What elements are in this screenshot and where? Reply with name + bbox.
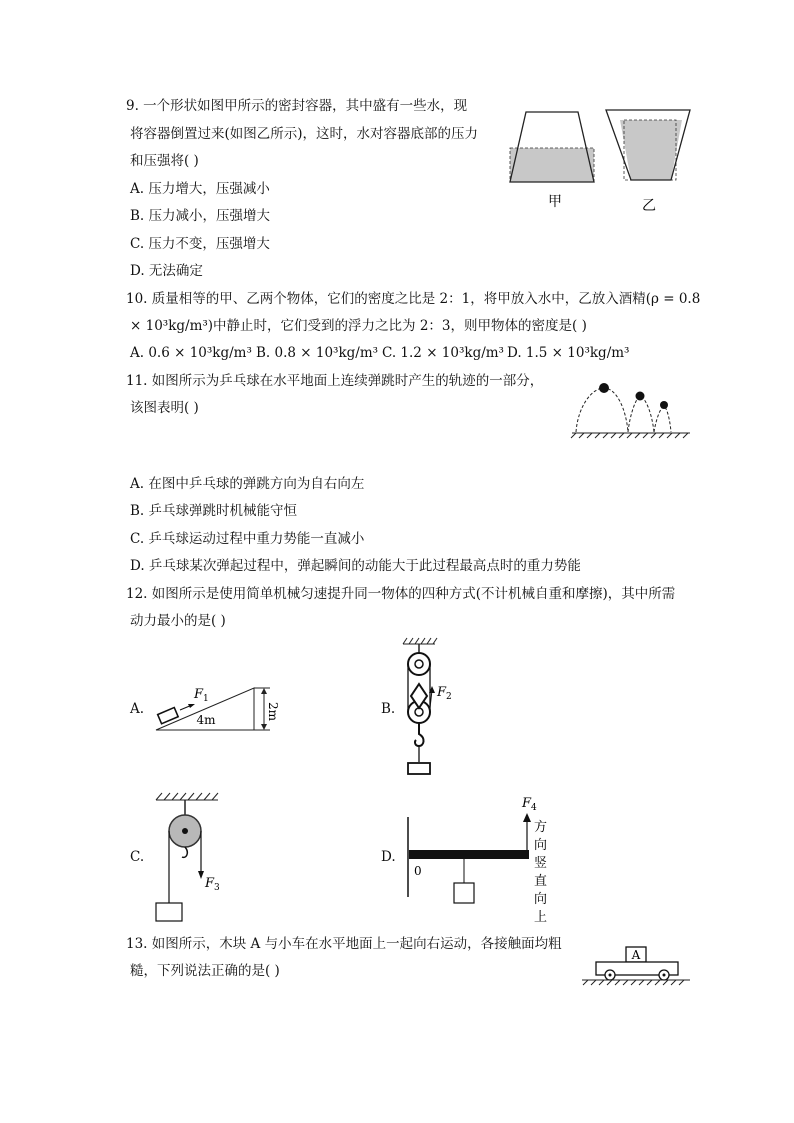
ball-2 <box>636 392 645 401</box>
q9-option-d: D. 无法确定 <box>130 263 203 279</box>
q12-line2: 动力最小的是( ) <box>130 613 226 629</box>
f4-label: $F_4$ <box>522 796 537 813</box>
f2-label: $F_2$ <box>437 685 452 702</box>
container-yi <box>606 110 690 180</box>
q11-bounce-figure <box>570 378 692 440</box>
q12a-incline-figure <box>150 678 290 738</box>
svg-text:上: 上 <box>534 910 548 925</box>
q12c-pulley-figure <box>150 787 230 925</box>
q12-option-c: C. <box>130 849 145 865</box>
svg-text:竖: 竖 <box>534 856 548 871</box>
q12-line1: 12. 如图所示是使用简单机械匀速提升同一物体的四种方式(不计机械自重和摩擦)，其中所需 <box>126 586 676 602</box>
q13-cart-figure <box>580 940 692 990</box>
q11-line1: 11. 如图所示为乒乓球在水平地面上连续弹跳时产生的轨迹的一部分， <box>126 373 544 389</box>
container-jia <box>510 112 594 182</box>
q10-option-c: C. 1.2 × 10³kg/m³ <box>382 345 504 361</box>
q9-option-a: A. 压力增大，压强减小 <box>130 181 270 197</box>
f1-arrow <box>188 704 195 708</box>
ball-1 <box>599 383 609 393</box>
block-a-label: A <box>631 948 641 962</box>
ground <box>571 433 690 438</box>
q10-line1: 10. 质量相等的甲、乙两个物体，它们的密度之比是 2：1，将甲放入水中，乙放入酒精(ρ = 0.8 <box>126 291 701 307</box>
q10-line2: × 10³kg/m³)中静止时，它们受到的浮力之比为 2：3，则甲物体的密度是( ) <box>130 318 587 334</box>
q11-option-d: D. 乒乓球某次弹起过程中，弹起瞬间的动能大于此过程最高点时的重力势能 <box>130 558 581 574</box>
weight-box <box>156 903 182 921</box>
q13-line2: 糙，下列说法正确的是( ) <box>130 963 280 979</box>
lever-bar <box>409 850 529 859</box>
q11-option-c: C. 乒乓球运动过程中重力势能一直减小 <box>130 531 365 547</box>
q9-line1: 9. 一个形状如图甲所示的密封容器，其中盛有一些水，现 <box>126 98 468 114</box>
weight-box <box>408 763 430 774</box>
q12-option-a: A. <box>130 701 145 717</box>
weight-box <box>454 883 474 903</box>
q9-line2: 将容器倒置过来(如图乙所示)，这时，水对容器底部的压力 <box>130 126 479 142</box>
q12-option-d: D. <box>381 849 396 865</box>
label-yi: 乙 <box>642 198 656 214</box>
height-label: 2m <box>266 702 280 722</box>
svg-text:向: 向 <box>534 892 548 907</box>
svg-text:方: 方 <box>534 820 548 835</box>
bounce-arc-2 <box>628 396 654 432</box>
ceiling <box>403 638 437 644</box>
q10-option-b: B. 0.8 × 10³kg/m³ <box>256 345 379 361</box>
q12b-pulley-figure <box>395 638 455 780</box>
q11-option-b: B. 乒乓球弹跳时机械能守恒 <box>130 503 298 519</box>
svg-text:直: 直 <box>534 874 548 889</box>
label-jia: 甲 <box>548 194 562 210</box>
svg-text:向: 向 <box>534 838 548 853</box>
pivot-label: 0 <box>414 864 422 878</box>
q10-option-a: A. 0.6 × 10³kg/m³ <box>130 345 252 361</box>
ceiling <box>156 793 218 800</box>
q9-option-b: B. 压力减小，压强增大 <box>130 208 271 224</box>
q13-line1: 13. 如图所示，木块 A 与小车在水平地面上一起向右运动，各接触面均粗 <box>126 936 562 952</box>
q9-container-figure <box>500 100 700 220</box>
bounce-arc-3 <box>654 406 671 432</box>
f3-label: $F_3$ <box>205 876 220 893</box>
f4-arrow <box>523 813 531 822</box>
direction-note <box>534 820 547 925</box>
q11-line2: 该图表明( ) <box>130 400 199 416</box>
ground <box>582 980 690 985</box>
base-length-label: 4m <box>196 713 216 727</box>
f1-label: $F_1$ <box>194 687 209 704</box>
ball-3 <box>660 401 668 409</box>
q11-option-a: A. 在图中乒乓球的弹跳方向为自右向左 <box>130 476 365 492</box>
q12d-lever-figure <box>400 795 560 925</box>
q9-line3: 和压强将( ) <box>130 153 199 169</box>
f3-arrow <box>198 871 204 879</box>
bounce-arc-1 <box>576 388 628 432</box>
q9-option-c: C. 压力不变，压强增大 <box>130 236 270 252</box>
q12-option-b: B. <box>381 701 396 717</box>
q10-option-d: D. 1.5 × 10³kg/m³ <box>507 345 630 361</box>
